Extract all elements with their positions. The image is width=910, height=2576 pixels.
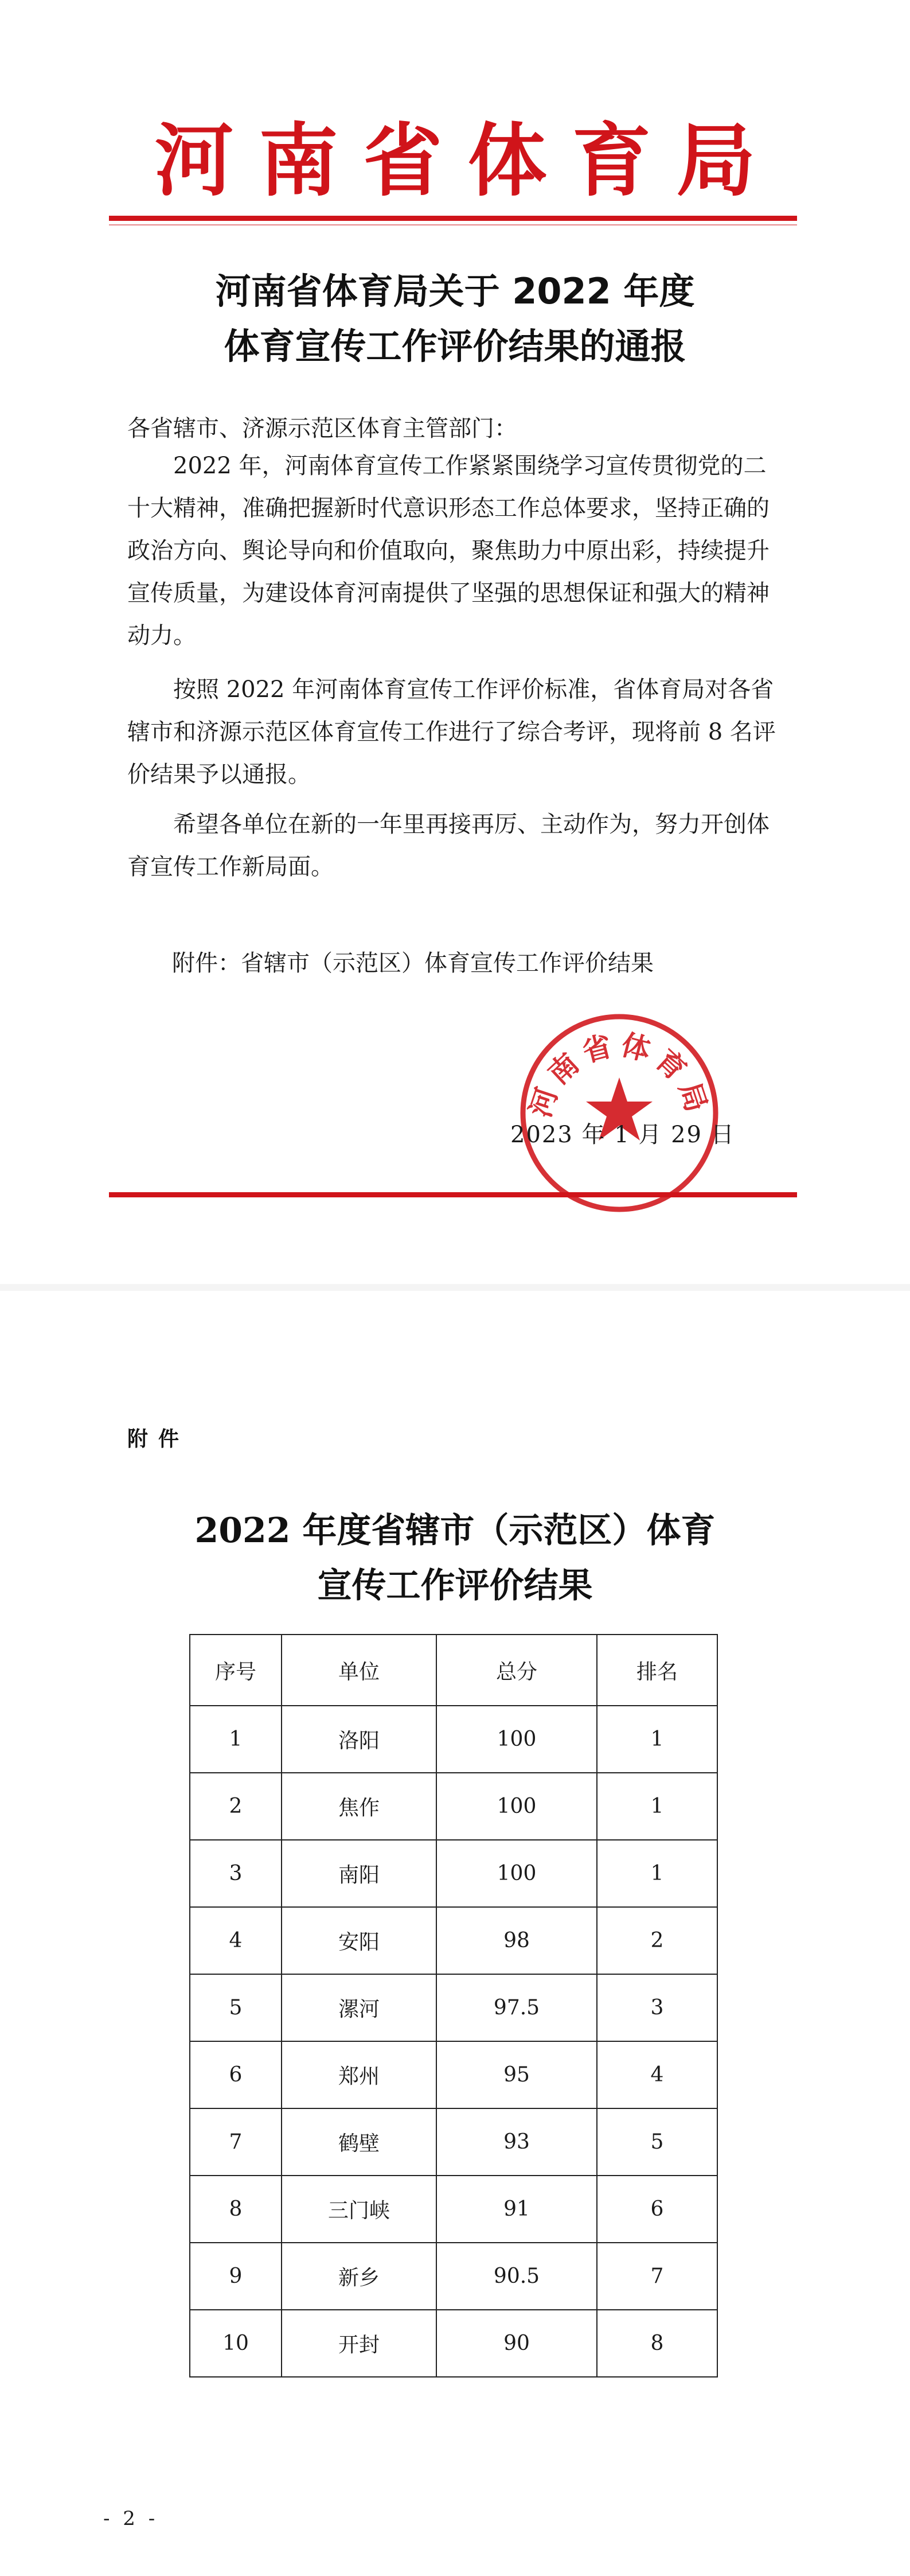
cell-unit: 安阳 [282, 1907, 436, 1974]
attachment-title-line1: 2022 年度省辖市（示范区）体育 [194, 1511, 716, 1551]
cell-rank: 3 [597, 1974, 717, 2041]
table-row [190, 1773, 717, 1840]
issue-date: 2023 年 1 月 29 日 [510, 1122, 735, 1148]
table-row [190, 1706, 717, 1773]
attachment-page [0, 1291, 910, 2576]
attachment-title [0, 1503, 910, 1613]
cell-score: 91 [436, 2176, 597, 2243]
cell-unit: 鹤壁 [282, 2108, 436, 2176]
cell-rank: 8 [597, 2310, 717, 2377]
seal-text: 河南省体育局 [523, 1027, 716, 1122]
cell-rank: 6 [597, 2176, 717, 2243]
letterhead-org-name: 河南省体育局 [154, 114, 781, 207]
letterhead-thin-rule [109, 224, 797, 225]
cell-unit: 新乡 [282, 2243, 436, 2310]
cell-rank: 1 [597, 1706, 717, 1773]
paragraph-1: 2022 年，河南体育宣传工作紧紧围绕学习宣传贯彻党的二十大精神，准确把握新时代意识形态工作总体要求，坚持正确的政治方向、舆论导向和价值取向，聚焦助力中原出彩，持续提升宣传质量，为建设体育河南提供了坚强的思想保证和强大的精神动力。 [127, 453, 770, 649]
table-row [190, 2243, 717, 2310]
letterhead-red-rule [109, 216, 797, 221]
column-header-score: 总分 [436, 1635, 597, 1706]
paragraph-2: 按照 2022 年河南体育宣传工作评价标准，省体育局对各省辖市和济源示范区体育宣传工作进行了综合考评，现将前 8 名评价结果予以通报。 [127, 676, 776, 788]
cell-unit: 南阳 [282, 1840, 436, 1907]
cell-score: 98 [436, 1907, 597, 1974]
column-header-rank: 排名 [597, 1635, 717, 1706]
footer-red-rule [109, 1192, 797, 1197]
table-row [190, 2310, 717, 2377]
cell-no: 4 [190, 1907, 282, 1974]
table-header-row [190, 1635, 717, 1706]
column-header-unit: 单位 [282, 1635, 436, 1706]
cell-no: 5 [190, 1974, 282, 2041]
table-row [190, 2176, 717, 2243]
notice-title-line1: 河南省体育局关于 2022 年度 [215, 270, 695, 312]
cell-score: 97.5 [436, 1974, 597, 2041]
cell-rank: 4 [597, 2041, 717, 2108]
cell-score: 100 [436, 1773, 597, 1840]
notice-title-line2: 体育宣传工作评价结果的通报 [224, 325, 686, 367]
cell-score: 93 [436, 2108, 597, 2176]
cell-score: 100 [436, 1840, 597, 1907]
attachment-reference: 附件：省辖市（示范区）体育宣传工作评价结果 [172, 950, 654, 976]
cell-unit: 郑州 [282, 2041, 436, 2108]
column-header-no: 序号 [190, 1635, 282, 1706]
cell-unit: 焦作 [282, 1773, 436, 1840]
notice-title [0, 264, 910, 374]
cell-rank: 7 [597, 2243, 717, 2310]
table-row [190, 2041, 717, 2108]
cell-unit: 漯河 [282, 1974, 436, 2041]
table-row [190, 1840, 717, 1907]
cell-no: 10 [190, 2310, 282, 2377]
cell-no: 1 [190, 1706, 282, 1773]
table-row [190, 1974, 717, 2041]
table-row [190, 2108, 717, 2176]
cell-rank: 5 [597, 2108, 717, 2176]
cell-unit: 三门峡 [282, 2176, 436, 2243]
cell-no: 7 [190, 2108, 282, 2176]
cell-no: 6 [190, 2041, 282, 2108]
cell-no: 8 [190, 2176, 282, 2243]
page-number: - 2 - [103, 2507, 159, 2530]
attachment-label: 附件 [127, 1427, 190, 1451]
table-row [190, 1907, 717, 1974]
attachment-title-line2: 宣传工作评价结果 [317, 1566, 593, 1606]
cell-rank: 1 [597, 1773, 717, 1840]
cell-score: 100 [436, 1706, 597, 1773]
cell-rank: 2 [597, 1907, 717, 1974]
addressee: 各省辖市、济源示范区体育主管部门： [127, 415, 517, 442]
cell-score: 90 [436, 2310, 597, 2377]
cell-no: 9 [190, 2243, 282, 2310]
cell-no: 2 [190, 1773, 282, 1840]
cell-rank: 1 [597, 1840, 717, 1907]
paragraph-3: 希望各单位在新的一年里再接再厉、主动作为，努力开创体育宣传工作新局面。 [127, 811, 770, 880]
results-table [189, 1634, 718, 2377]
cell-unit: 开封 [282, 2310, 436, 2377]
cell-unit: 洛阳 [282, 1706, 436, 1773]
official-seal-icon [516, 1010, 722, 1216]
cell-score: 90.5 [436, 2243, 597, 2310]
cell-no: 3 [190, 1840, 282, 1907]
cell-score: 95 [436, 2041, 597, 2108]
